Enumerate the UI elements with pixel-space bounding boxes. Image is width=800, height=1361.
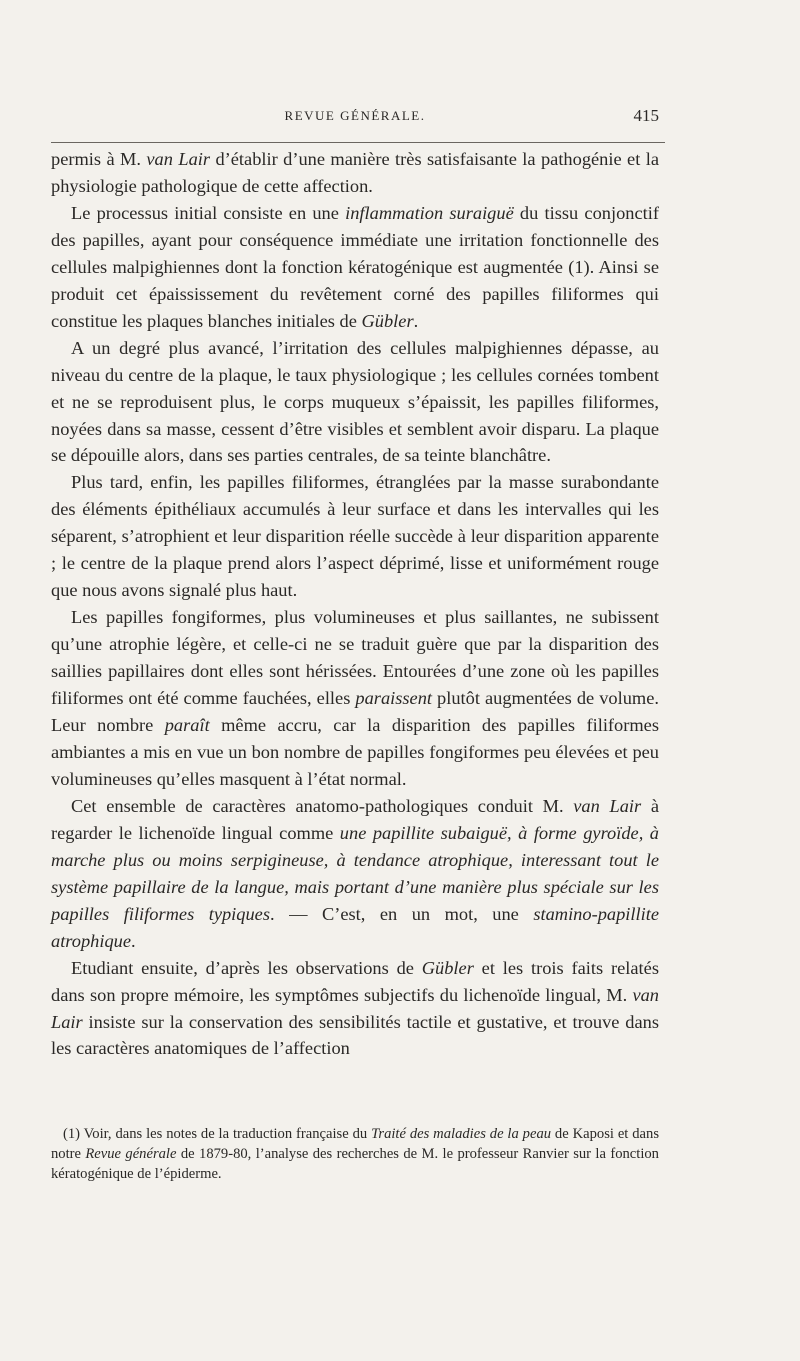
- text-run: à regarder le lichenoïde lingual comme: [51, 795, 660, 843]
- text-run: plutôt augmentées de volume. Leur nombre: [51, 688, 659, 736]
- italic-definition: une papillite subaiguë, à forme gyroïde, à marche plus ou moins serpigineuse, à tendance atrophique, interessant tout le système papillaire de la langue, mais portant d’une manière plus spéciale sur les papilles filiformes typiques: [51, 822, 659, 924]
- text-run: . — C’est, en un mot, une: [270, 903, 534, 924]
- text-run: du tissu conjonctif des papilles, ayant pour conséquence immédiate une irritation fonctionnelle des cellules malpighiennes dont la fonction kératogénique est augmentée (1). Ainsi se produit cet épaississement du revêtement corné des papilles filiformes qui constitue les plaques blanches initiales de: [51, 202, 659, 331]
- text-run: Etudiant ensuite, d’après les observations de: [71, 957, 422, 978]
- author-name: Gübler: [361, 310, 414, 331]
- page-header: [51, 106, 659, 130]
- text-run: permis à M.: [51, 149, 147, 169]
- text-run: Les papilles fongiformes, plus volumineuses et plus saillantes, ne subissent qu’une atrophie légère, et celle-ci ne se traduit guère que par la disparition des saillies papillaires dont elles sont hérissées. Entourées d’une zone où les papilles filiformes ont été comme fauchées, elles: [51, 607, 659, 709]
- footnote-1: [51, 1124, 659, 1184]
- text-run: même accru, car la disparition des papilles filiformes ambiantes a mis en vue un bon nombre de papilles fongiformes peu élevées et peu volumineuses qu’elles masquent à l’état normal.: [51, 715, 659, 789]
- author-name: van Lair: [51, 984, 659, 1032]
- italic-term: stamino-papillite atrophique: [51, 903, 659, 951]
- book-title: Traité des maladies de la peau: [371, 1126, 552, 1142]
- author-name: van Lair: [573, 795, 642, 816]
- text-run: (1) Voir, dans les notes de la traduction française du: [63, 1126, 372, 1142]
- paragraph-6: [51, 793, 659, 955]
- text-run: et les trois faits relatés dans son propre mémoire, les symptômes subjectifs du lichenoïde lingual, M.: [51, 957, 659, 1005]
- paragraph-3: A un degré plus avancé, l’irritation des cellules malpighiennes dépasse, au niveau du centre de la plaque, le taux physiologique ; les cellules cornées tombent et ne se reproduisent plus, le corps muqueux s’épaissit, les papilles filiformes, noyées dans sa masse, cessent d’être visibles et semblent avoir disparu. La plaque se dépouille alors, dans ses parties centrales, de sa teinte blanchâtre.: [51, 337, 659, 466]
- italic-term: paraît: [164, 715, 210, 736]
- header-rule: [51, 142, 665, 143]
- text-run: insiste sur la conservation des sensibilités tactile et gustative, et trouve dans les caractères anatomiques de l’affection: [51, 1011, 659, 1059]
- italic-term: paraissent: [355, 688, 433, 709]
- paragraph-1: [51, 146, 659, 200]
- paragraph-4: Plus tard, enfin, les papilles filiformes, étranglées par la masse surabondante des éléments épithéliaux accumulés à leur surface et dans les intervalles qui les séparent, s’atrophient et leur disparition réelle succède à leur disparition apparente ; le centre de la plaque prend alors l’aspect déprimé, lisse et uniformément rouge que nous avons signalé plus haut.: [51, 472, 659, 601]
- body-text: [51, 146, 659, 1062]
- author-name: Gübler: [421, 957, 474, 978]
- text-run: Cet ensemble de caractères anatomo-pathologiques conduit M.: [71, 795, 574, 816]
- paragraph-7: [51, 955, 659, 1063]
- text-run: Le processus initial consiste en une: [71, 202, 346, 223]
- italic-term: inflammation suraiguë: [345, 202, 514, 223]
- text-run: .: [413, 310, 419, 331]
- paragraph-2: [51, 200, 659, 335]
- text-run: .: [131, 930, 136, 951]
- journal-title: Revue générale: [85, 1146, 177, 1162]
- page-number: 415: [633, 106, 659, 125]
- footnote: [51, 1124, 659, 1184]
- text-run: de Kaposi et dans notre: [51, 1126, 660, 1162]
- running-title: REVUE GÉNÉRALE.: [284, 108, 426, 123]
- text-run: d’établir d’une manière très satisfaisante la pathogénie et la physiologie pathologique de cette affection.: [51, 149, 660, 196]
- author-name: van Lair: [146, 149, 211, 169]
- text-run: de 1879-80, l’analyse des recherches de M. le professeur Ranvier sur la fonction kératogénique de l’épiderme.: [51, 1146, 659, 1182]
- paragraph-5: [51, 604, 659, 793]
